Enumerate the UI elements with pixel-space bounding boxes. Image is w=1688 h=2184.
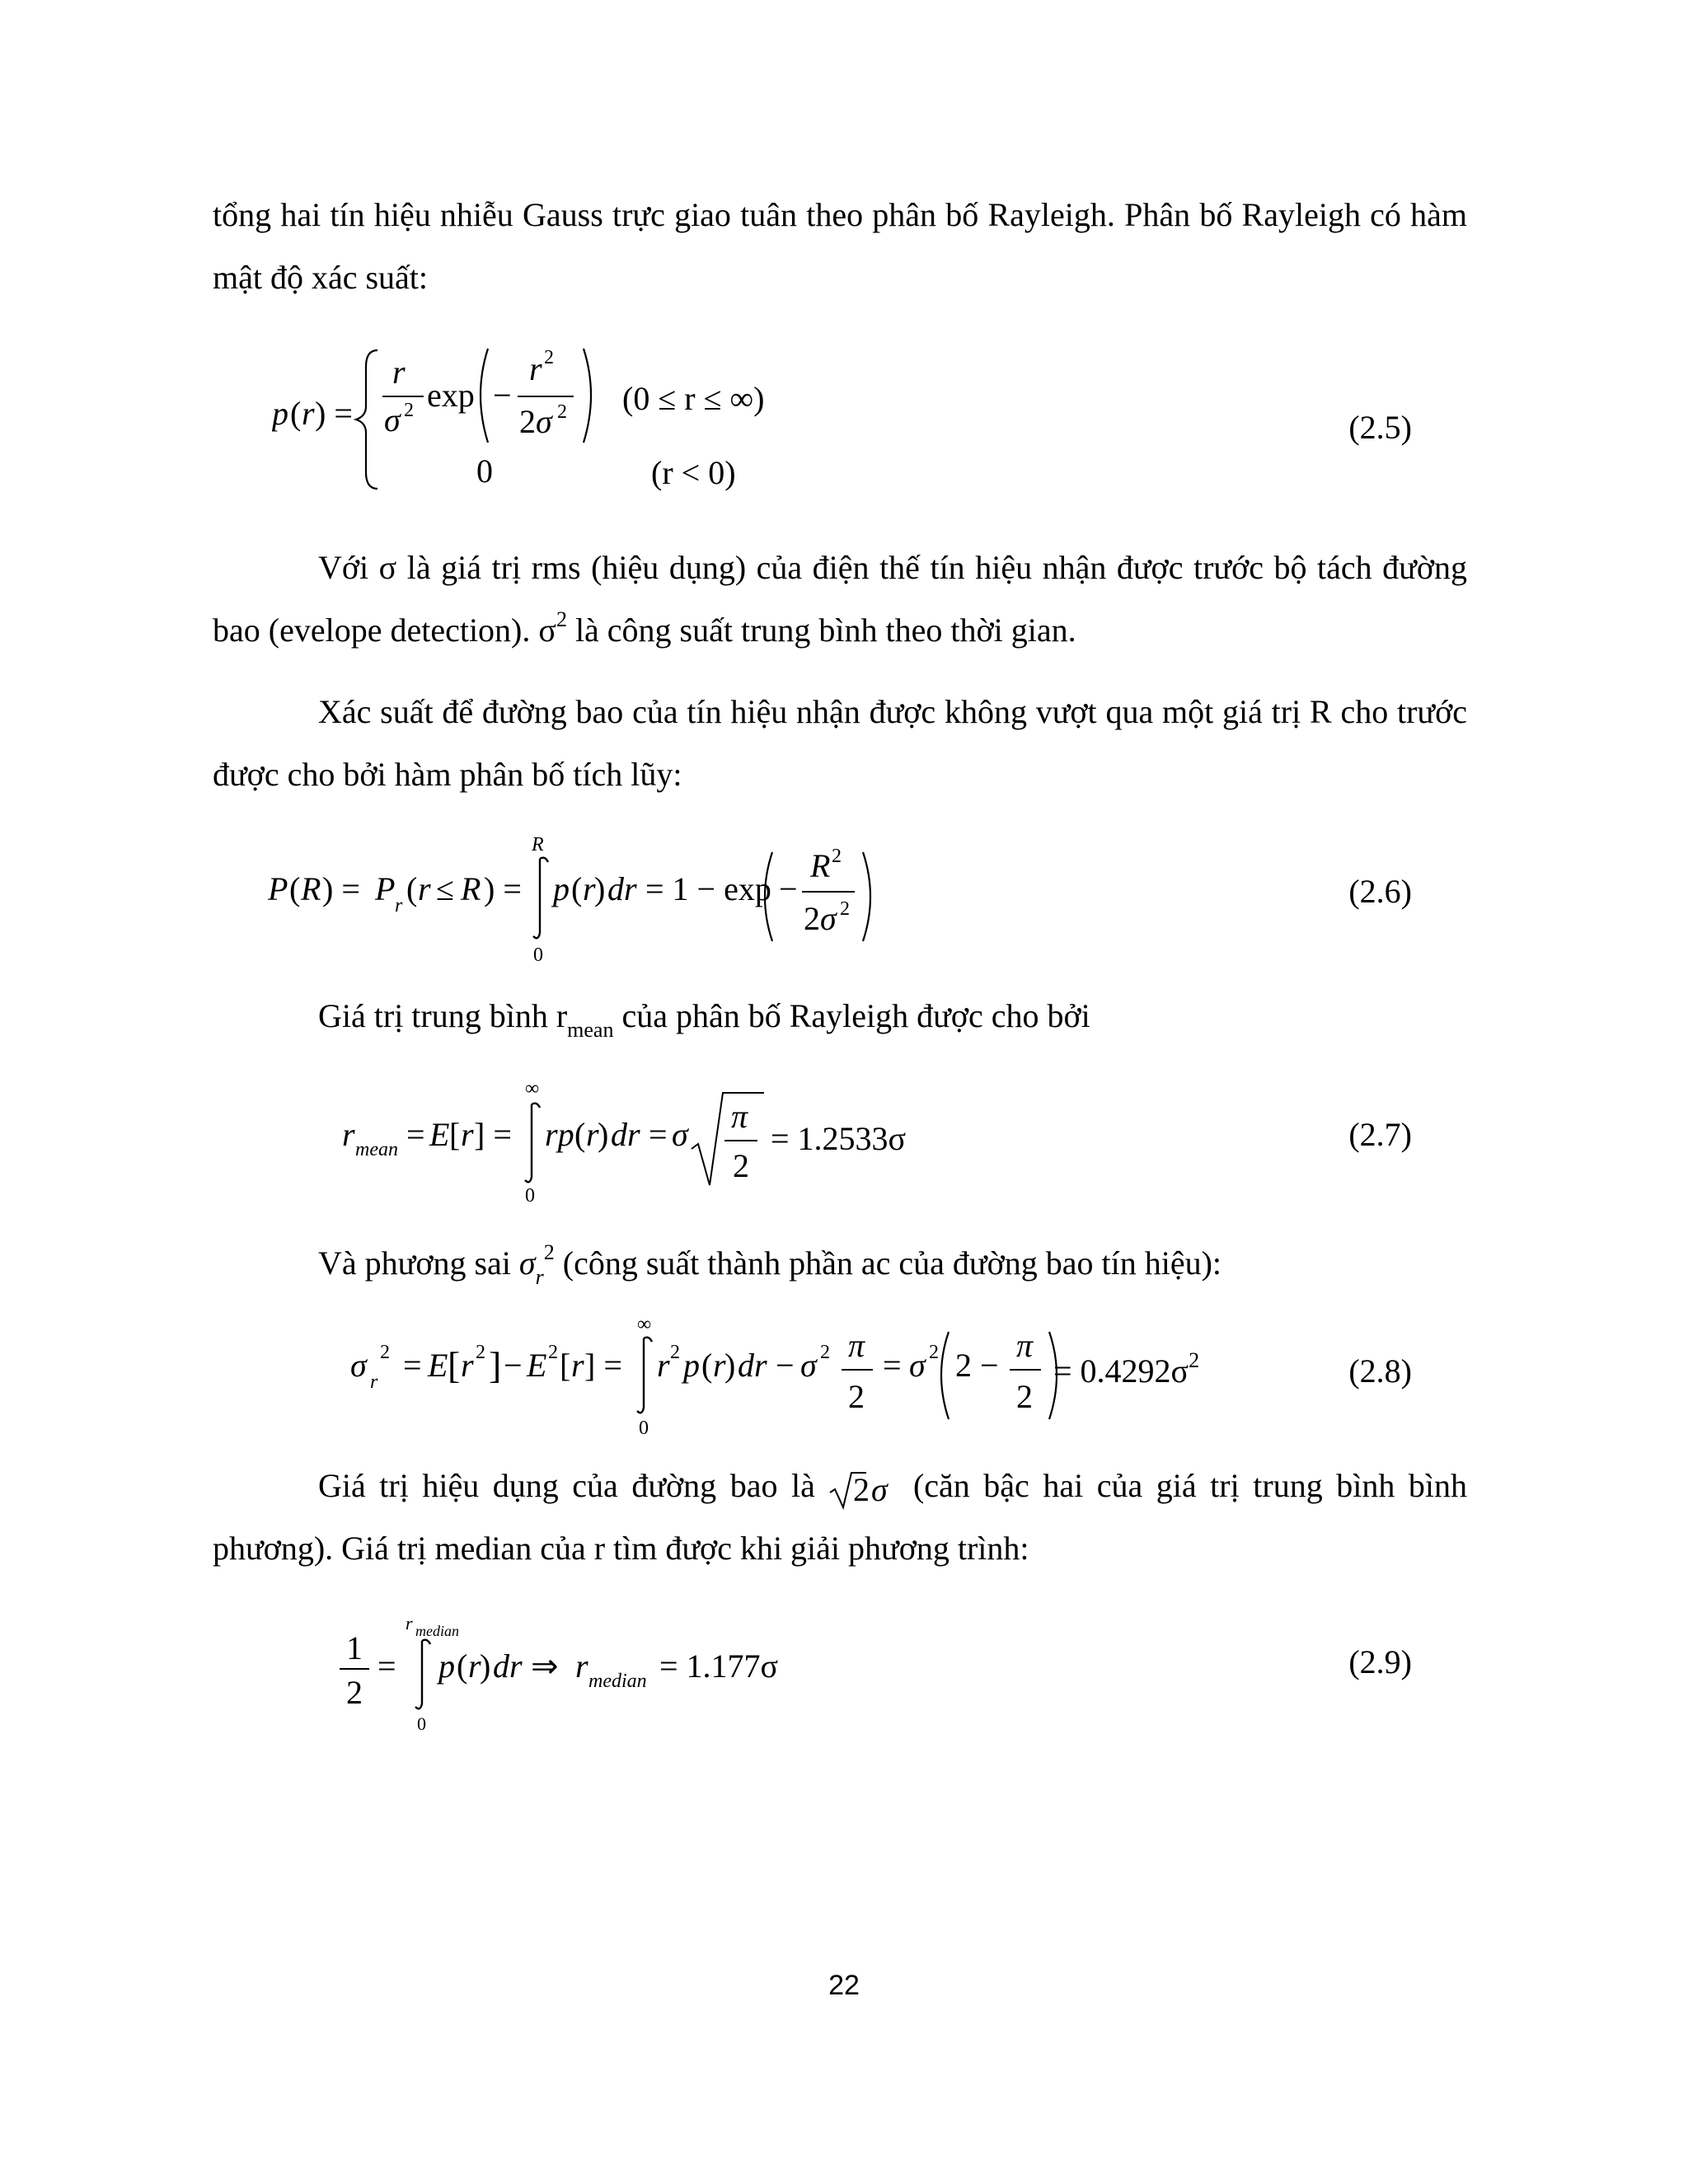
equation-2-8-result-sup: 2 — [1189, 1348, 1200, 1372]
equation-2-8-result-text: = 0.4292σ — [1053, 1352, 1189, 1390]
svg-text:=: = — [883, 1347, 902, 1384]
svg-text:r: r — [529, 350, 542, 387]
svg-text:] =: ] = — [584, 1347, 622, 1384]
svg-text:r: r — [468, 1647, 481, 1685]
svg-text:0: 0 — [476, 452, 493, 490]
svg-text:=: = — [406, 1116, 425, 1153]
svg-text:2: 2 — [733, 1147, 749, 1184]
sigma-r-subscript: r — [535, 1265, 544, 1289]
paragraph-mean — [213, 985, 1467, 1052]
svg-text:−: − — [493, 377, 512, 414]
paragraph-rms-median — [213, 1455, 1467, 1580]
equation-2-5-condition-2: (r < 0) — [651, 454, 736, 491]
svg-text:r: r — [302, 395, 315, 432]
svg-text:2: 2 — [820, 1342, 830, 1363]
svg-text:r: r — [583, 870, 596, 907]
svg-text:E: E — [429, 1116, 450, 1153]
svg-text:π: π — [731, 1098, 748, 1135]
svg-text:1: 1 — [346, 1629, 363, 1666]
svg-text:p: p — [438, 1647, 455, 1685]
paragraph-variance — [213, 1232, 1467, 1299]
equation-number-2-7: (2.7) — [1348, 1116, 1412, 1153]
paragraph-variance-text-a: Và phương sai — [318, 1244, 519, 1282]
svg-text:2: 2 — [804, 900, 820, 937]
svg-text:median: median — [588, 1671, 647, 1692]
svg-text:0: 0 — [417, 1713, 426, 1734]
svg-text:r: r — [395, 895, 403, 916]
svg-text:p: p — [683, 1347, 700, 1384]
svg-text:p: p — [553, 870, 570, 907]
svg-text:σ: σ — [871, 1470, 889, 1508]
svg-text:r: r — [575, 1647, 588, 1685]
svg-text:σ: σ — [800, 1347, 817, 1384]
svg-text:2: 2 — [380, 1342, 390, 1363]
svg-text:p: p — [272, 395, 288, 432]
svg-text:= 1 − exp: = 1 − exp — [645, 870, 771, 907]
svg-text:r: r — [392, 354, 406, 391]
svg-text:2: 2 — [832, 846, 842, 867]
svg-text:2: 2 — [404, 400, 414, 421]
svg-text:r: r — [461, 1116, 474, 1153]
svg-text:0: 0 — [533, 944, 543, 964]
paragraph-rms-text-a: Giá trị hiệu dụng của đường bao là — [318, 1467, 829, 1504]
paragraph-mean-text-a: Giá trị trung bình r — [318, 997, 568, 1034]
svg-text:r: r — [370, 1371, 378, 1393]
equation-number-2-8: (2.8) — [1348, 1352, 1412, 1390]
svg-text:(: ( — [290, 395, 302, 432]
svg-text:0: 0 — [639, 1418, 649, 1439]
svg-text:2: 2 — [544, 347, 554, 368]
svg-text:=: = — [649, 1116, 668, 1153]
svg-text:=: = — [377, 1647, 396, 1685]
svg-text:r: r — [418, 870, 431, 907]
paragraph-sigma-definition — [213, 537, 1467, 666]
svg-text:2: 2 — [848, 1378, 865, 1415]
svg-text:R: R — [810, 847, 831, 884]
svg-text:median: median — [415, 1623, 459, 1639]
sqrt-2-sigma — [828, 1468, 899, 1511]
equation-2-9-result: = 1.177σ — [659, 1647, 779, 1685]
svg-text:): ) — [594, 870, 606, 907]
paragraph-mean-text-b: của phân bố Rayleigh được cho bởi — [613, 997, 1090, 1034]
paragraph-rms-text-b: (căn bậc hai của giá trị trung bình bình phương). Giá trị median của r tìm được khi giải phương trình: — [213, 1467, 1467, 1567]
svg-text:(: ( — [701, 1347, 713, 1384]
svg-text:r: r — [657, 1347, 670, 1384]
svg-text:2: 2 — [1016, 1378, 1033, 1415]
svg-text:−: − — [779, 870, 798, 907]
svg-text:E: E — [527, 1347, 547, 1384]
svg-text:[: [ — [560, 1347, 571, 1384]
svg-text:r: r — [461, 1347, 474, 1384]
paragraph-sigma-text-b: là công suất trung bình theo thời gian. — [566, 612, 1076, 649]
svg-text:R: R — [301, 870, 321, 907]
svg-text:[: [ — [449, 1116, 461, 1153]
svg-text:⇒: ⇒ — [531, 1647, 559, 1685]
svg-text:): ) — [480, 1647, 491, 1685]
sigma-superscript: 2 — [556, 607, 567, 631]
svg-text:2: 2 — [840, 898, 850, 920]
svg-text:dr: dr — [738, 1347, 767, 1384]
svg-text:P: P — [268, 870, 288, 907]
svg-text:dr: dr — [611, 1116, 640, 1153]
svg-text:mean: mean — [355, 1139, 398, 1160]
svg-text:0: 0 — [525, 1185, 535, 1203]
svg-text:2: 2 — [346, 1674, 363, 1711]
svg-text:≤: ≤ — [436, 870, 454, 907]
svg-text:2: 2 — [929, 1342, 939, 1363]
svg-text:(: ( — [289, 870, 301, 907]
svg-text:r: r — [342, 1116, 355, 1153]
equation-2-5-condition-1: (0 ≤ r ≤ ∞) — [622, 380, 765, 417]
svg-text:) =: ) = — [484, 870, 522, 907]
equation-2-6-graphic — [268, 832, 894, 964]
svg-text:(: ( — [574, 1116, 586, 1153]
svg-text:): ) — [724, 1347, 736, 1384]
svg-text:2 −: 2 − — [955, 1347, 999, 1384]
svg-text:−: − — [504, 1347, 523, 1384]
svg-text:): ) — [598, 1116, 609, 1153]
svg-text:(: ( — [406, 870, 418, 907]
svg-text:R: R — [461, 870, 481, 907]
equation-number-2-9: (2.9) — [1348, 1643, 1412, 1680]
svg-text:r: r — [406, 1613, 413, 1633]
svg-text:2: 2 — [519, 403, 536, 440]
svg-text:∞: ∞ — [525, 1080, 540, 1099]
svg-text:(: ( — [571, 870, 583, 907]
svg-text:]: ] — [489, 1344, 502, 1386]
svg-text:r: r — [713, 1347, 726, 1384]
sigma-r-symbol: σ — [518, 1244, 536, 1282]
svg-text:dr: dr — [607, 870, 637, 907]
svg-text:2: 2 — [548, 1342, 558, 1363]
svg-text:E: E — [428, 1347, 448, 1384]
svg-text:σ: σ — [909, 1347, 926, 1384]
svg-text:P: P — [375, 870, 396, 907]
svg-text:(: ( — [457, 1647, 468, 1685]
svg-text:[: [ — [448, 1344, 461, 1386]
svg-text:π: π — [1016, 1327, 1034, 1364]
svg-text:σ: σ — [384, 401, 401, 438]
svg-text:2: 2 — [557, 401, 567, 423]
page-number: 22 — [828, 1970, 860, 2001]
svg-text:σ: σ — [536, 403, 552, 440]
sigma-r-superscript: 2 — [543, 1240, 555, 1264]
equation-number-2-6: (2.6) — [1348, 873, 1412, 910]
svg-text:−: − — [776, 1347, 795, 1384]
svg-text:2: 2 — [853, 1470, 870, 1508]
svg-text:σ: σ — [820, 900, 837, 937]
paragraph-cumulative: Xác suất để đường bao của tín hiệu nhận được không vượt qua một giá trị R cho trước được cho bởi hàm phân bố tích lũy: — [213, 693, 1467, 793]
svg-text:σ: σ — [350, 1347, 367, 1384]
svg-text:2: 2 — [670, 1342, 680, 1363]
equation-number-2-5: (2.5) — [1348, 409, 1412, 446]
svg-text:R: R — [532, 834, 544, 855]
paragraph-sigma-text-a: Với σ là giá trị rms (hiệu dụng) của điện thế tín hiệu nhận được trước bộ tách đường bao (evelope detection). σ — [213, 549, 1467, 649]
svg-text:σ: σ — [672, 1116, 688, 1153]
svg-text:exp: exp — [427, 377, 475, 414]
mean-subscript: mean — [567, 1018, 614, 1042]
svg-text:∞: ∞ — [637, 1317, 652, 1335]
svg-text:=: = — [403, 1347, 422, 1384]
svg-text:2: 2 — [476, 1342, 485, 1363]
equation-2-6 — [268, 832, 894, 972]
equation-2-8-result — [1053, 1348, 1200, 1390]
svg-text:r: r — [586, 1116, 599, 1153]
paragraph-variance-text-b: (công suất thành phần ac của đường bao tín hiệu): — [562, 1244, 1222, 1282]
svg-text:π: π — [848, 1327, 865, 1364]
equation-2-7-result: = 1.2533σ — [771, 1120, 907, 1157]
svg-text:r: r — [571, 1347, 584, 1384]
svg-text:rp: rp — [545, 1116, 574, 1153]
paragraph-intro: tổng hai tín hiệu nhiễu Gauss trực giao tuân theo phân bố Rayleigh. Phân bố Rayleigh có hàm mật độ xác suất: — [213, 196, 1467, 296]
svg-text:] =: ] = — [474, 1116, 512, 1153]
svg-text:dr: dr — [493, 1647, 523, 1685]
svg-text:) =: ) = — [315, 395, 353, 432]
svg-text:) =: ) = — [322, 870, 360, 907]
